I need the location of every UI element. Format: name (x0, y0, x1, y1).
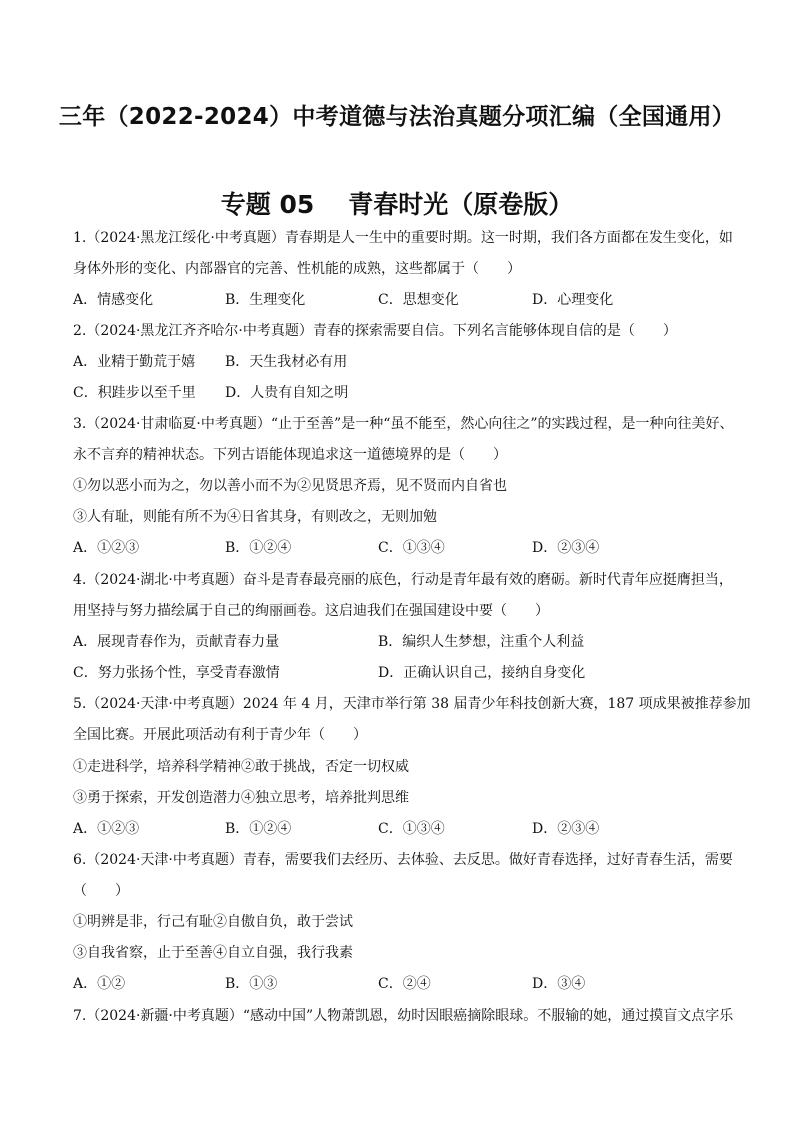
option-b[interactable]: B．天生我材必有用 (225, 354, 348, 370)
statement-line: ①勿以恶小而为之，勿以善小而不为②见贤思齐焉，见不贤而内自省也 (73, 478, 507, 494)
question-stem-line: （ ） (73, 883, 129, 899)
option-b[interactable]: B．①②④ (225, 540, 292, 556)
option-c[interactable]: C．②④ (378, 976, 431, 992)
chapter-code: 专题 05 (220, 190, 315, 219)
option-c[interactable]: C．思想变化 (378, 292, 459, 308)
chapter-name: 青春时光（原卷版） (348, 190, 574, 219)
option-d[interactable]: D．人贵有自知之明 (225, 385, 349, 401)
question-stem-line: 全国比赛。开展此项活动有利于青少年（ ） (73, 727, 367, 743)
statement-line: ①走进科学，培养科学精神②敢于挑战，否定一切权威 (73, 759, 409, 775)
option-d[interactable]: D．心理变化 (532, 292, 614, 308)
option-d[interactable]: D．正确认识自己，接纳自身变化 (378, 665, 586, 681)
option-c[interactable]: C．①③④ (378, 821, 445, 837)
option-a[interactable]: A．情感变化 (73, 292, 154, 308)
question-stem-line: 2.（2024·黑龙江齐齐哈尔·中考真题）青春的探索需要自信。下列名言能够体现自信的是（ ） (73, 323, 677, 339)
option-a[interactable]: A．①②③ (73, 540, 140, 556)
statement-line: ③勇于探索，开发创造潜力④独立思考，培养批判思维 (73, 790, 409, 806)
option-c[interactable]: C．积跬步以至千里 (73, 385, 196, 401)
question-stem-line: 身体外形的变化、内部器官的完善、性机能的成熟，这些都属于（ ） (73, 261, 521, 277)
statement-line: ③自我省察，止于至善④自立自强，我行我素 (73, 945, 353, 961)
option-d[interactable]: D．②③④ (532, 821, 600, 837)
option-c[interactable]: C．①③④ (378, 540, 445, 556)
question-stem-line: 3.（2024·甘肃临夏·中考真题）“止于至善”是一种“虽不能至，然心向往之”的实践过程，是一种向往美好、 (73, 416, 734, 432)
question-stem-line: 1.（2024·黑龙江绥化·中考真题）青春期是人一生中的重要时期。这一时期，我们各方面都在发生变化，如 (73, 230, 733, 246)
chapter-title (0, 185, 794, 221)
question-stem-line: 5.（2024·天津·中考真题）2024 年 4 月，天津市举行第 38 届青少年科技创新大赛，187 项成果被推荐参加 (73, 696, 751, 712)
document-title: 三年（2022-2024）中考道德与法治真题分项汇编（全国通用） (58, 104, 736, 130)
statement-line: ③人有耻，则能有所不为④日省其身，有则改之，无则加勉 (73, 509, 437, 525)
option-b[interactable]: B．编织人生梦想，注重个人利益 (378, 634, 585, 650)
option-b[interactable]: B．①③ (225, 976, 278, 992)
question-stem-line: 用坚持与努力描绘属于自己的绚丽画卷。这启迪我们在强国建设中要（ ） (73, 603, 549, 619)
option-a[interactable]: A．①②③ (73, 821, 140, 837)
option-a[interactable]: A．①② (73, 976, 126, 992)
option-c[interactable]: C．努力张扬个性，享受青春激情 (73, 665, 280, 681)
question-stem-line: 7.（2024·新疆·中考真题）“感动中国”人物萧凯恩，幼时因眼癌摘除眼球。不服输的她，通过摸盲文点字乐 (73, 1008, 734, 1024)
question-stem-line: 永不言弃的精神状态。下列古语能体现追求这一道德境界的是（ ） (73, 447, 507, 463)
option-b[interactable]: B．①②④ (225, 821, 292, 837)
option-d[interactable]: D．③④ (532, 976, 586, 992)
option-a[interactable]: A．业精于勤荒于嬉 (73, 354, 196, 370)
option-b[interactable]: B．生理变化 (225, 292, 306, 308)
question-stem-line: 6.（2024·天津·中考真题）青春，需要我们去经历、去体验、去反思。做好青春选择，过好青春生活，需要 (73, 852, 733, 868)
statement-line: ①明辨是非，行己有耻②自傲自负，敢于尝试 (73, 914, 353, 930)
option-d[interactable]: D．②③④ (532, 540, 600, 556)
question-stem-line: 4.（2024·湖北·中考真题）奋斗是青春最亮丽的底色，行动是青年最有效的磨砺。新时代青年应挺膺担当， (73, 572, 733, 588)
option-a[interactable]: A．展现青春作为，贡献青春力量 (73, 634, 280, 650)
